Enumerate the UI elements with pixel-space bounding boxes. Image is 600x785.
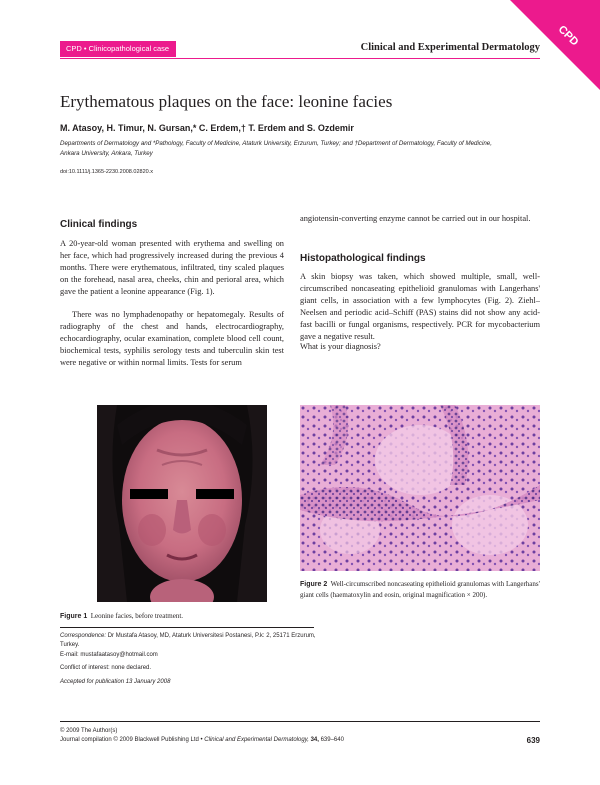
figure-1-caption [60,611,290,622]
page-number: 639 [526,736,540,745]
correspondence-email: E-mail: mustafaatasoy@hotmail.com [60,651,158,658]
copyright: © 2009 The Author(s) [60,728,118,734]
pages: 639–640 [320,737,344,744]
figure-1-photo [97,405,267,602]
histo-heading: Histopathological findings [300,253,426,264]
correspondence-rule [60,627,314,628]
clinical-heading: Clinical findings [60,219,138,230]
clinical-paragraph-2: There was no lymphadenopathy or hepatomegaly. Results of radiography of the chest and hands, electrocardiography, echocardiography, ocular examination, complete blood cell count, biochemical tests, syphilis serology tests and tuberculin skin test were negative or within normal limits. Tests for serum [60,310,284,367]
corner-label: CPD [555,23,581,49]
figure-2-caption [300,579,540,600]
conflict-of-interest: Conflict of interest: none declared. [60,665,152,672]
footer-rule [60,721,540,722]
affiliations: Departments of Dermatology and *Pathology, Faculty of Medicine, Ataturk University, Erzurum, Turkey; and †Department of Dermatology, Faculty of Medicine, Ankara University, Ankara, Turkey [60,140,492,157]
footer-text [60,727,344,746]
histo-paragraph: A skin biopsy was taken, which showed multiple, small, well-circumscribed noncaseating epithelioid granulomas with Langerhans' giant cells, in association with a few lymphocytes (Fig. 2). Ziehl–Neelsen and periodic acid–Schiff (PAS) stains did not show any acid-fast bacilli or fungal organisms, respectively. PCR for mycobacterium gave a negative result. [300,272,540,341]
accepted-date: Accepted for publication 13 January 2008 [60,678,171,685]
header-rule [60,58,540,59]
correspondence-block [60,632,320,687]
doi: doi:10.1111/j.1365-2230.2008.02820.x [60,169,153,175]
correspondence-text: Dr Mustafa Atasoy, MD, Ataturk Universitesi Postanesi, P.k: 2, 25171 Erzurum, Turkey. [60,633,316,649]
author-list: M. Atasoy, H. Timur, N. Gursan,* C. Erdem,† T. Erdem and S. Ozdemir [60,123,354,133]
figure-2-micrograph [300,405,540,571]
diagnosis-question: What is your diagnosis? [300,342,381,351]
article-title: Erythematous plaques on the face: leonine facies [60,92,393,111]
section-tag: CPD • Clinicopathological case [60,41,176,57]
clinical-paragraph-3: angiotensin-converting enzyme cannot be carried out in our hospital. [300,214,531,223]
compilation: Journal compilation © 2009 Blackwell Publishing Ltd • [60,737,203,744]
figure-2-label: Figure 2 [300,581,328,588]
figure-1-caption-text: Leonine facies, before treatment. [90,612,184,620]
journal-ref: Clinical and Experimental Dermatology, [204,737,309,744]
volume: 34, [310,737,319,744]
correspondence-label: Correspondence: [60,633,107,639]
journal-name: Clinical and Experimental Dermatology [360,42,540,53]
figure-1-label: Figure 1 [60,613,88,620]
clinical-paragraph-1: A 20-year-old woman presented with erythema and swelling on her face, which had progressively increased during the previous 4 months. There were erythematous, infiltrated, tiny scaled plaques on the forehead, nasal area, cheeks, chin and perioral area, which gave the patient a leonine appearance (Fig. 1). [60,239,284,296]
figure-2-caption-text: Well-circumscribed noncaseating epithelioid granulomas with Langerhans' giant cells (haematoxylin and eosin, original magnification × 200). [300,580,540,599]
